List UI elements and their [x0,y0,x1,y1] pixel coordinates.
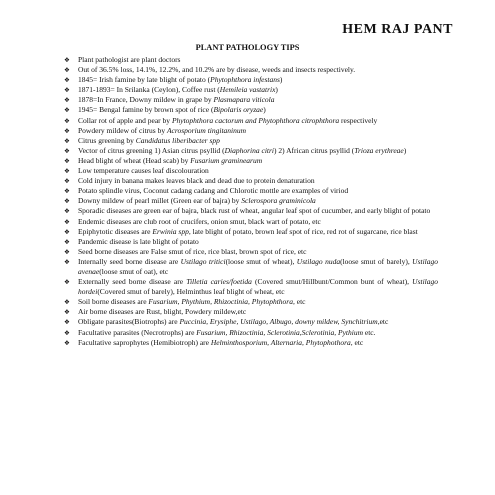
tip-item [64,196,438,206]
tip-species-name: Bipolaris oryzae [213,105,264,115]
tip-item [64,75,438,85]
tip-text: Pandemic disease is late blight of potato [78,236,199,246]
tip-text: Externally seed borne disease are [78,277,187,287]
tip-item [64,126,438,136]
tip-species-name: Diaphorina citri [224,145,275,155]
tip-species-name: Ustilago hordei [78,277,438,297]
tip-item [64,176,438,186]
tip-text: (loose smut of oat), etc [99,266,169,276]
tip-item [64,186,438,196]
tip-item [64,227,438,237]
tip-text: 1845= Irish famine by late blight of potato ( [78,75,211,85]
bullet-diamond-icon: ❖ [64,298,70,307]
tip-item [64,116,438,126]
tip-item [64,217,438,227]
tip-text: 1945= Bengal famine by brown spot of rice ( [78,105,214,115]
tip-text: Internally seed borne disease are [78,256,181,266]
tip-text: Potato splindle virus, Coconut cadang cadang and Chlorotic mottle are examples of viriod [78,186,349,196]
bullet-diamond-icon: ❖ [64,56,70,64]
tip-text: ) [403,145,407,155]
tip-text: ) [263,105,266,115]
tip-item [64,146,438,156]
bullet-diamond-icon: ❖ [64,167,70,176]
tip-item [64,55,438,65]
tips-list [64,55,438,348]
tip-text: ) [275,85,278,95]
tip-text: (loose smut of barely), [340,256,413,266]
tip-text: 1871-1893= In Srilanka (Ceylon), Coffee rust ( [78,85,220,95]
tip-text: (loose smut of wheat), [225,256,297,266]
bullet-diamond-icon: ❖ [64,86,70,95]
bullet-diamond-icon: ❖ [64,66,70,75]
bullet-diamond-icon: ❖ [64,126,70,135]
tip-species-name: Phytophthora infestans [210,75,280,85]
tip-text: Powdery mildew of citrus by [78,125,167,135]
tip-text: etc [294,297,306,307]
bullet-diamond-icon: ❖ [64,237,70,246]
tip-species-name: Phytophthora cactorum and Phytophthora citrophthora [171,115,340,125]
tip-text: Vector of citrus greening 1) Asian citrus psyllid ( [78,145,225,155]
bullet-diamond-icon: ❖ [64,217,70,226]
tip-species-name: Fusarium, Rhizoctinia, Sclerotinia,Sclerotinia, Pythium [196,327,364,337]
tip-text: Epiphytotic diseases are [78,226,153,236]
tip-item [64,307,438,317]
tip-species-name: Acrosporium tingitaninum [166,125,247,135]
tip-text: Facultative saprophytes (Hemibiotroph) are [78,337,211,347]
tip-text: Plant pathologist are plant doctors [78,55,181,64]
bullet-diamond-icon: ❖ [64,187,70,196]
tip-text: Obligate parasites(Biotrophs) are [78,317,180,327]
bullet-diamond-icon: ❖ [64,207,70,216]
author-name: HEM RAJ PANT [342,22,453,37]
bullet-diamond-icon: ❖ [64,257,70,266]
bullet-diamond-icon: ❖ [64,106,70,115]
tip-text: Facultative parasites (Necrotrophs) are [78,327,197,337]
tip-species-name: Erwinia spp [152,226,189,236]
document-title: PLANT PATHOLOGY TIPS [195,43,300,52]
tip-item [64,328,438,338]
bullet-diamond-icon: ❖ [64,177,70,186]
tip-text: etc [352,337,364,347]
bullet-diamond-icon: ❖ [64,76,70,85]
tip-species-name: Trioza erythreae [354,145,404,155]
tip-text: Downy mildew of pearl millet (Green ear of bajra) by [78,196,242,206]
tip-species-name: Fusarium graminearum [190,155,263,165]
tip-species-name: Tilletia caries/foetida [186,277,252,287]
tip-species-name: Fusarium, Phythium, Rhizoctinia, Phytophthora, [148,297,295,307]
tip-item [64,237,438,247]
bullet-diamond-icon: ❖ [64,247,70,256]
tip-text: ) 2) African citrus psyllid ( [274,145,355,155]
tip-item [64,297,438,307]
tip-species-name: Ustilago tritici [180,256,226,266]
bullet-diamond-icon: ❖ [64,146,70,155]
tip-item [64,105,438,115]
tip-item [64,257,438,277]
bullet-diamond-icon: ❖ [64,308,70,317]
tip-item [64,206,438,216]
tip-text: Head blight of wheat (Head scab) by [78,155,191,165]
tip-text: , late blight of potato, brown leaf spot of rice, red rot of sugarcane, rice blast [188,226,418,236]
tip-item [64,338,438,348]
bullet-diamond-icon: ❖ [64,116,70,125]
tip-item [64,136,438,146]
tip-item [64,166,438,176]
tip-species-name: Sclerospora graminicola [241,196,316,206]
tip-item [64,65,438,75]
tip-item [64,247,438,257]
tip-text: Low temperature causes leaf discolouration [78,166,209,176]
bullet-diamond-icon: ❖ [64,278,70,287]
tip-text: Air borne diseases are Rust, blight, Powdery mildew,etc [78,307,247,317]
bullet-diamond-icon: ❖ [64,318,70,327]
tip-text: (Covered smut of barely), Helminthus leaf blight of wheat, etc [97,287,285,297]
tip-text: 1878=In France, Downy mildew in grape by [78,95,214,105]
bullet-diamond-icon: ❖ [64,96,70,105]
tip-item [64,95,438,105]
tip-species-name: Hemileia vastatrix [219,85,276,95]
tip-species-name: Ustilago avenae [78,256,438,276]
tip-text: etc. [363,327,376,337]
tip-text: ) [279,75,283,85]
tip-item [64,85,438,95]
tip-text: ,etc [377,317,389,327]
bullet-diamond-icon: ❖ [64,227,70,236]
bullet-diamond-icon: ❖ [64,338,70,347]
tip-text: Out of 36.5% loss, 14.1%, 12.2%, and 10.2% are by disease, weeds and insects respectively. [78,65,356,75]
tip-item [64,156,438,166]
tip-species-name: Ustilago nuda [296,256,341,266]
tip-text: Sporadic diseases are green ear of bajra, black rust of wheat, angular leaf spot of cucumber, and early blight of potato [78,206,431,216]
tip-text: Soil borne diseases are [78,297,149,307]
tip-item [64,277,438,297]
bullet-diamond-icon: ❖ [64,156,70,165]
tip-text: Cold injury in banana makes leaves black and dead due to protein denaturation [78,176,315,186]
tip-text: Citrus greening by [78,135,136,145]
tip-text: Seed borne diseases are False smut of rice, rice blast, brown spot of rice, etc [78,246,307,256]
tip-text: Endemic diseases are club root of crucifers, onion smut, black wart of potato, etc [78,216,321,226]
bullet-diamond-icon: ❖ [64,136,70,145]
tip-item [64,317,438,327]
tip-text: respectively [339,115,378,125]
tip-species-name: Puccinia, Erysiphe, Ustilago, Albugo, downy mildew, Synchitrium [179,317,378,327]
tip-species-name: Plasmapara viticola [213,95,275,105]
bullet-diamond-icon: ❖ [64,328,70,337]
tip-text: (Covered smut/Hillbunt/Common bunt of wheat), [251,277,413,287]
tip-text: Collar rot of apple and pear by [78,115,172,125]
tip-species-name: Helminthosporium, Alternaria, Phytophothora, [210,337,353,347]
bullet-diamond-icon: ❖ [64,197,70,206]
tip-species-name: Candidatus liberibacter spp [135,135,220,145]
